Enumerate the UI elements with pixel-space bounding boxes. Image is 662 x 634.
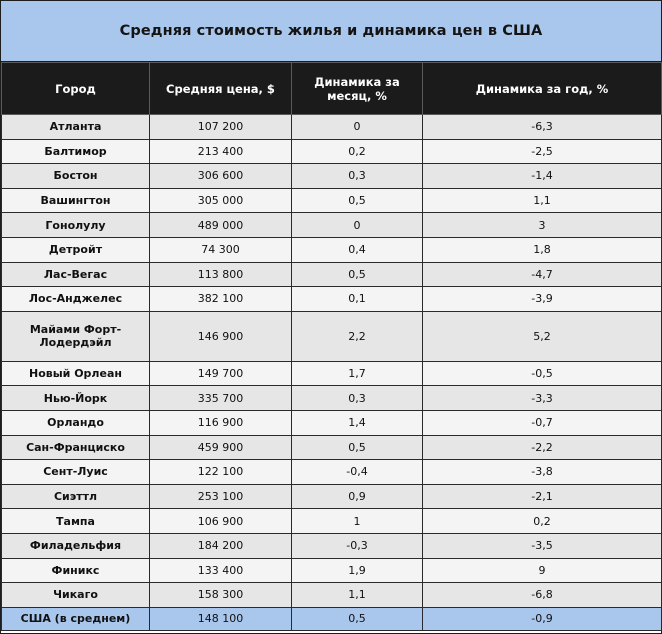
table-header (2, 63, 662, 115)
table-row (2, 237, 662, 262)
cell-price: 133 400 (150, 558, 292, 583)
cell-city: Нью-Йорк (2, 386, 150, 411)
table-row (2, 188, 662, 213)
table-row (2, 262, 662, 287)
header-month-change: Динамика за месяц, % (292, 63, 423, 115)
cell-year-change: -2,5 (423, 139, 662, 164)
table-row (2, 164, 662, 189)
cell-month-change: 0,3 (292, 386, 423, 411)
page-title: Средняя стоимость жилья и динамика цен в США (119, 23, 543, 39)
cell-month-change: 0,2 (292, 139, 423, 164)
cell-city: Сент-Луис (2, 460, 150, 485)
table-row (2, 509, 662, 534)
cell-year-change: -3,3 (423, 386, 662, 411)
cell-price: 253 100 (150, 484, 292, 509)
table-row (2, 410, 662, 435)
cell-month-change: 2,2 (292, 311, 423, 361)
title-bar (1, 1, 661, 62)
table-row (2, 287, 662, 312)
cell-city: Орландо (2, 410, 150, 435)
cell-city: Вашингтон (2, 188, 150, 213)
table-row (2, 115, 662, 140)
cell-year-change: 9 (423, 558, 662, 583)
header-price: Средняя цена, $ (150, 63, 292, 115)
cell-price: 116 900 (150, 410, 292, 435)
table-row (2, 435, 662, 460)
header-row (2, 63, 662, 115)
cell-price: 213 400 (150, 139, 292, 164)
cell-year-change: 5,2 (423, 311, 662, 361)
cell-year-change: 1,1 (423, 188, 662, 213)
cell-month-change: -0,3 (292, 533, 423, 558)
cell-city: Сиэттл (2, 484, 150, 509)
cell-year-change: -1,4 (423, 164, 662, 189)
table-row (2, 139, 662, 164)
cell-month-change: 1,1 (292, 583, 423, 608)
table-row (2, 311, 662, 361)
cell-price: 74 300 (150, 237, 292, 262)
table-row (2, 558, 662, 583)
cell-year-change: -4,7 (423, 262, 662, 287)
table-row (2, 386, 662, 411)
cell-year-change: -6,8 (423, 583, 662, 608)
table-row (2, 583, 662, 608)
cell-month-change: 1,4 (292, 410, 423, 435)
cell-city: Тампа (2, 509, 150, 534)
cell-month-change: 1 (292, 509, 423, 534)
cell-year-change: -2,2 (423, 435, 662, 460)
cell-price: 184 200 (150, 533, 292, 558)
cell-price: 148 100 (150, 607, 292, 630)
cell-price: 107 200 (150, 115, 292, 140)
cell-year-change: -0,7 (423, 410, 662, 435)
price-table (1, 62, 662, 631)
cell-price: 459 900 (150, 435, 292, 460)
cell-month-change: 0,5 (292, 262, 423, 287)
cell-month-change: 0,9 (292, 484, 423, 509)
cell-year-change: 1,8 (423, 237, 662, 262)
cell-city: Лас-Вегас (2, 262, 150, 287)
table-row (2, 533, 662, 558)
cell-price: 306 600 (150, 164, 292, 189)
cell-city: Майами Форт-Лодердэйл (2, 311, 150, 361)
cell-month-change: 0 (292, 213, 423, 238)
cell-month-change: 1,9 (292, 558, 423, 583)
cell-city: Филадельфия (2, 533, 150, 558)
cell-city: Балтимор (2, 139, 150, 164)
cell-year-change: -2,1 (423, 484, 662, 509)
total-row (2, 607, 662, 630)
cell-city: Бостон (2, 164, 150, 189)
cell-price: 489 000 (150, 213, 292, 238)
cell-price: 149 700 (150, 361, 292, 386)
cell-month-change: 0,5 (292, 607, 423, 630)
cell-year-change: -0,5 (423, 361, 662, 386)
cell-city: Новый Орлеан (2, 361, 150, 386)
cell-month-change: 0,5 (292, 188, 423, 213)
header-year-change: Динамика за год, % (423, 63, 662, 115)
cell-month-change: 0,4 (292, 237, 423, 262)
cell-price: 113 800 (150, 262, 292, 287)
cell-month-change: 0,3 (292, 164, 423, 189)
cell-price: 382 100 (150, 287, 292, 312)
table-row (2, 361, 662, 386)
cell-month-change: 0,5 (292, 435, 423, 460)
table-row (2, 484, 662, 509)
cell-city: Финикс (2, 558, 150, 583)
table-body (2, 115, 662, 631)
cell-year-change: -3,9 (423, 287, 662, 312)
cell-city: США (в среднем) (2, 607, 150, 630)
table-row (2, 213, 662, 238)
table-row (2, 460, 662, 485)
cell-month-change: -0,4 (292, 460, 423, 485)
header-city: Город (2, 63, 150, 115)
cell-price: 335 700 (150, 386, 292, 411)
cell-city: Атланта (2, 115, 150, 140)
cell-month-change: 0 (292, 115, 423, 140)
cell-year-change: -3,5 (423, 533, 662, 558)
cell-year-change: -3,8 (423, 460, 662, 485)
cell-price: 158 300 (150, 583, 292, 608)
cell-year-change: -0,9 (423, 607, 662, 630)
cell-price: 106 900 (150, 509, 292, 534)
cell-year-change: -6,3 (423, 115, 662, 140)
cell-year-change: 3 (423, 213, 662, 238)
cell-price: 146 900 (150, 311, 292, 361)
cell-city: Сан-Франциско (2, 435, 150, 460)
cell-month-change: 1,7 (292, 361, 423, 386)
cell-price: 305 000 (150, 188, 292, 213)
cell-city: Чикаго (2, 583, 150, 608)
cell-month-change: 0,1 (292, 287, 423, 312)
cell-price: 122 100 (150, 460, 292, 485)
cell-city: Лос-Анджелес (2, 287, 150, 312)
cell-year-change: 0,2 (423, 509, 662, 534)
cell-city: Детройт (2, 237, 150, 262)
cell-city: Гонолулу (2, 213, 150, 238)
